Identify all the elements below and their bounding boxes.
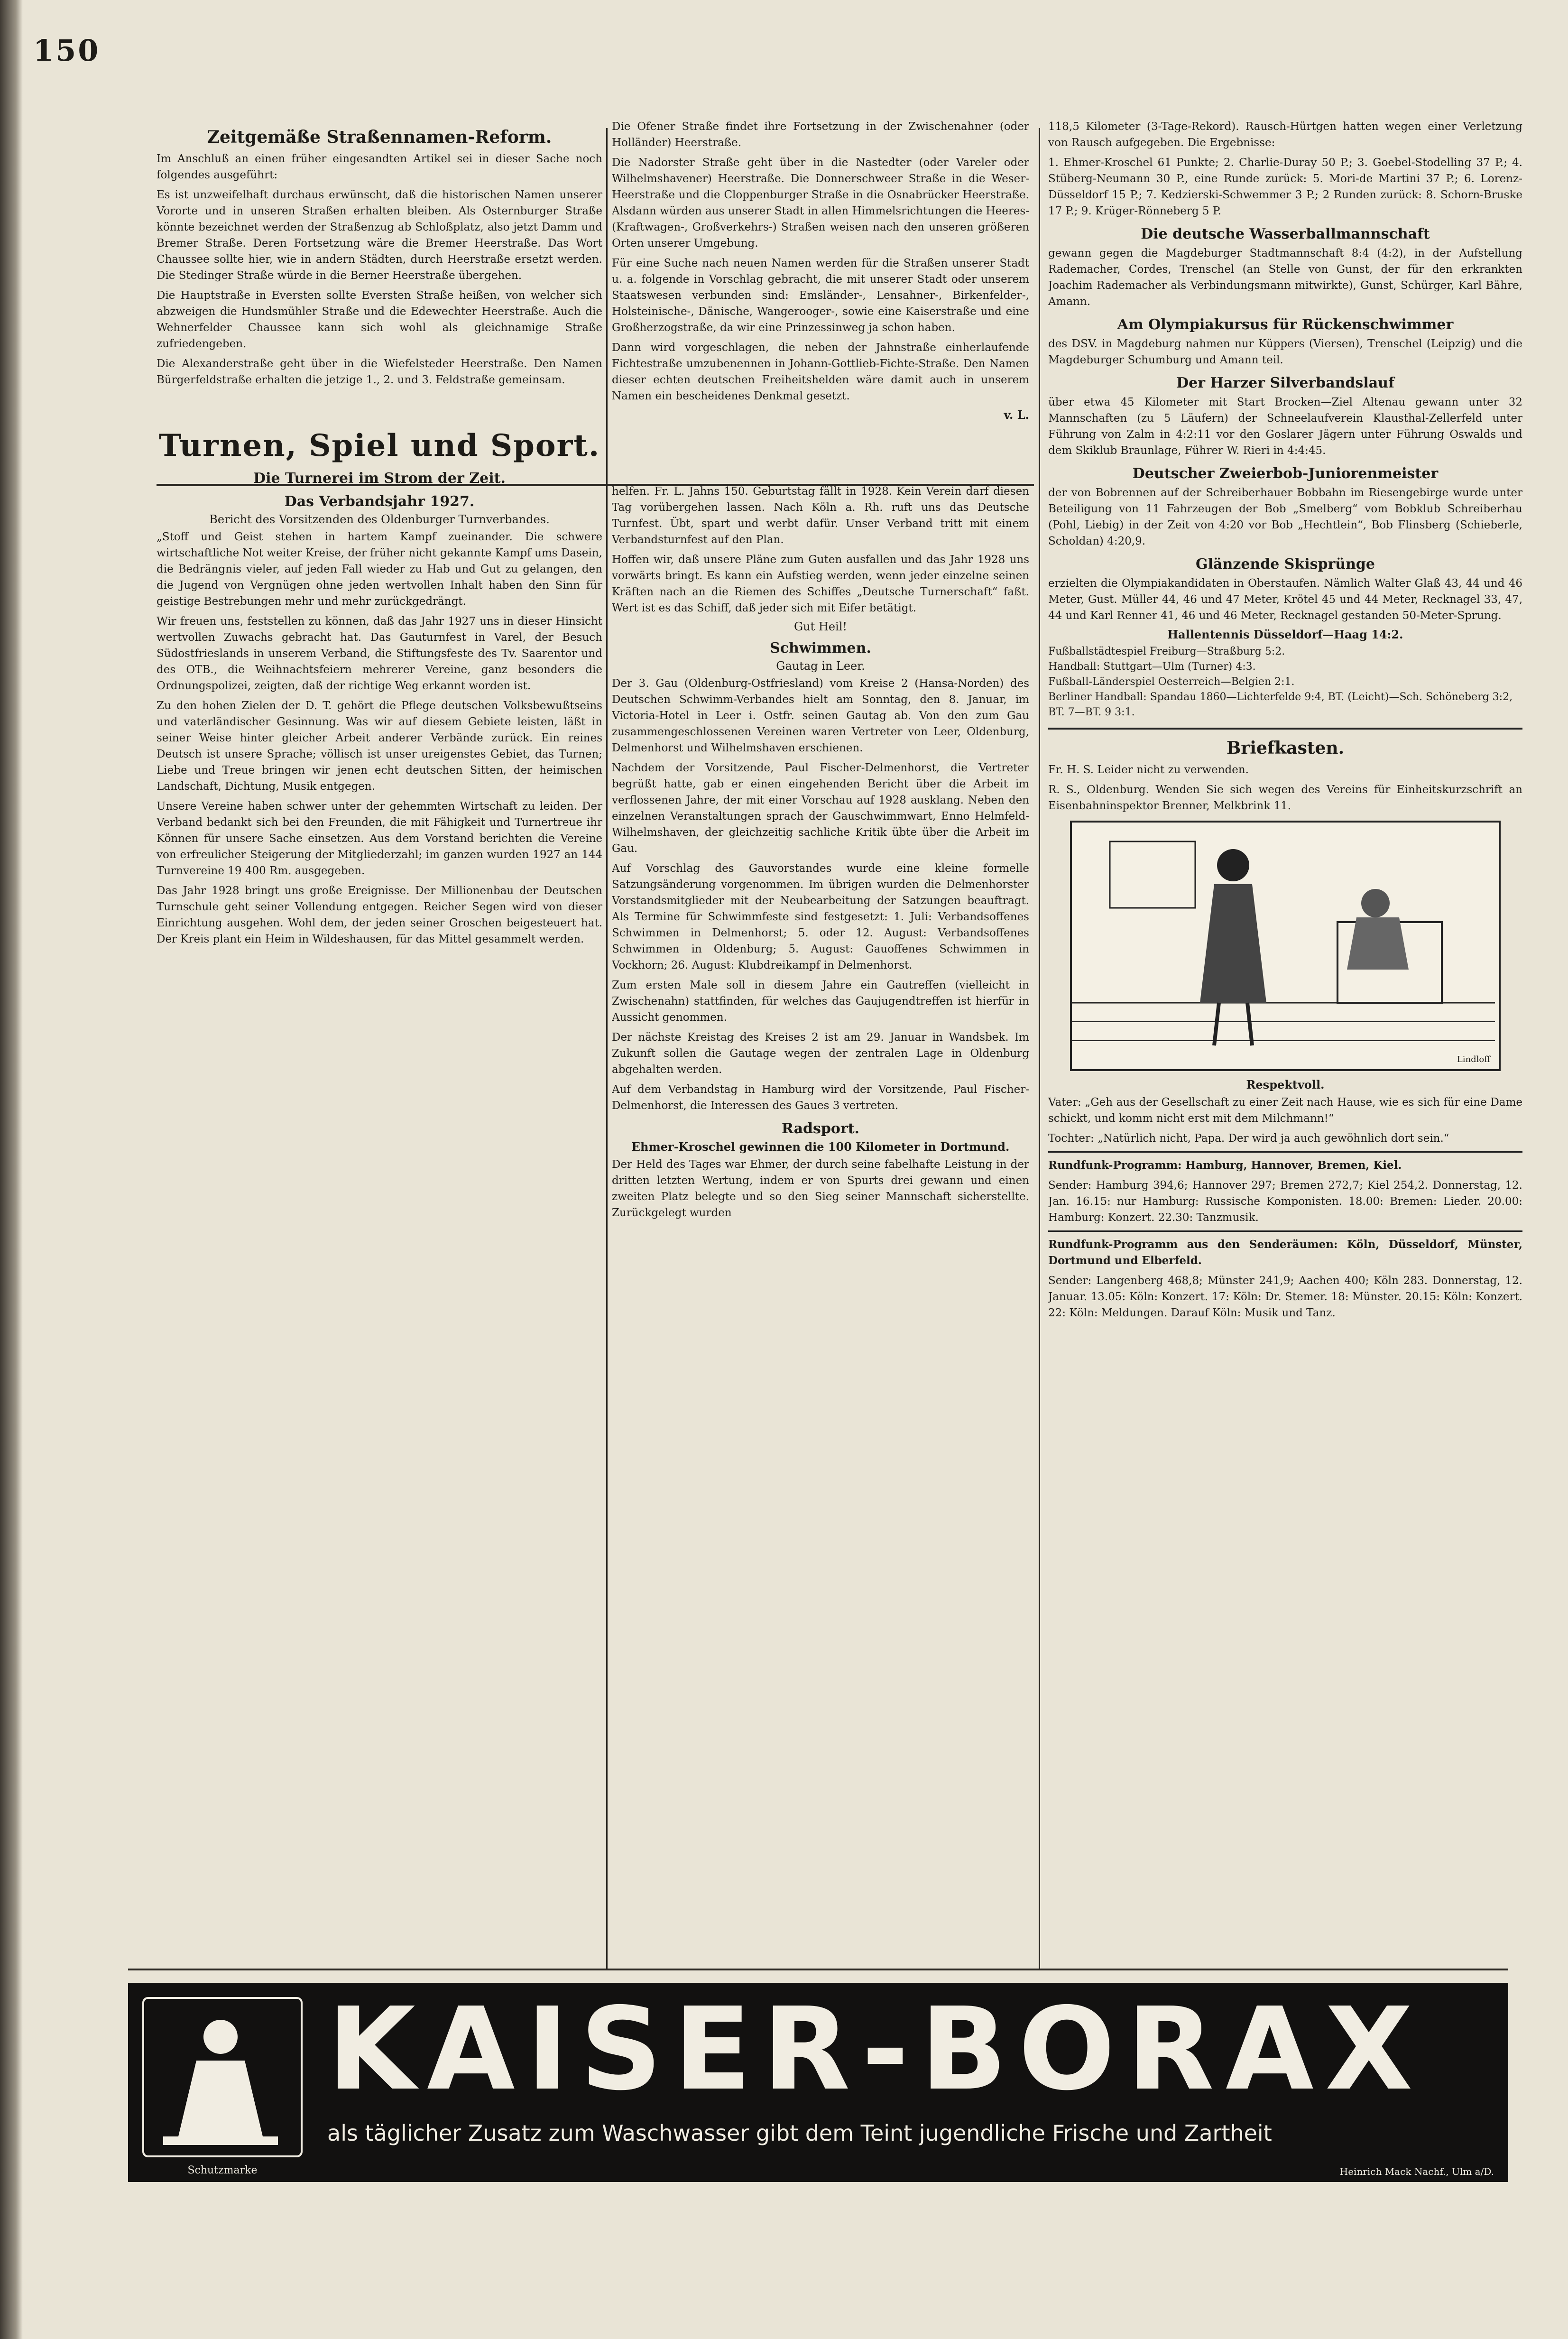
radio-program-1: Sender: Hamburg 394,6; Hannover 297; Bremen 272,7; Kiel 254,2. Donnerstag, 12. Jan. 16.15: nur Hamburg: Russische Komponisten. 18.00: Bremen: Lieder. 20.00: Hamburg: Konzert. 22.30: Tanzmusik. bbox=[1048, 1179, 1522, 1224]
rad-paragraph-1: Der Held des Tages war Ehmer, der durch seine fabelhafte Leistung in der dritten letzten Wertung, indem er von Spurts drei gewann und einen zweiten Platz belegte und so den Sieg seiner Mannschaft sicherstellte. Zurückgelegt wurden bbox=[612, 1158, 1029, 1219]
turn-paragraph-5: Das Jahr 1928 bringt uns große Ereignisse. Der Millionenbau der Deutschen Turnschule geht seiner Vollendung entgegen. Reicher Segen wird von dieser Einrichtung ausgehen. Wohl dem, der jeden seiner Groschen beigesteuert hat. Der Kreis plant ein Heim in Wildeshausen, für das Mittel gesammelt werden. bbox=[157, 885, 602, 945]
cartoon-caption-1: Vater: „Geh aus der Gesellschaft zu einer Zeit nach Hause, wie es sich für eine Dame schickt, und komm nicht erst mit dem Milchmann!“ bbox=[1048, 1096, 1522, 1125]
swim-subheading: Gautag in Leer. bbox=[776, 659, 865, 673]
result-laenderspiel: Fußball-Länderspiel Oesterreich—Belgien 2:1. bbox=[1048, 676, 1295, 688]
turn-paragraph-3: Zu den hohen Zielen der D. T. gehört die Pflege deutschen Volksbewußtseins und vaterländischer Gesinnung. Was wir auf diesem Gebiete leisten, läßt in seiner Weise hinter gleicher Arbeit anderer Verbände zurück. Ein reines Deutsch ist unsere Sprache; völlisch ist unser ureigenstes Gebiet, das Turnen; Liebe und Treue bringen wir jenen echt deutschen Sitten, der heimischen Landschaft, Dichtung, Musik entgegen. bbox=[157, 700, 602, 793]
turn-article-title: Die Turnerei im Strom der Zeit. bbox=[253, 470, 506, 487]
book-binding bbox=[0, 0, 23, 2339]
column-rule-right bbox=[1039, 128, 1040, 1969]
ad-imprint: Heinrich Mack Nachf., Ulm a/D. bbox=[1339, 2166, 1494, 2177]
swim-paragraph-3: Auf Vorschlag des Gauvorstandes wurde eine kleine formelle Satzungsänderung vorgenommen. Im übrigen wurden die Delmenhorster Vorstandsmitglieder mit der Neubearbeitung der Satzungen beauftragt. Als Termine für Schwimmfeste sind festgesetzt: 1. Juli: Verbandsoffenes Schwimmen in Delmenhorst; 5. oder 12. August: Verbandsoffenes Schwimmen in Oldenburg; 5. August: Gauoffenes Schwimmen in Vockhorn; 26. August: Klubdreikampf in Delmenhorst. bbox=[612, 862, 1029, 971]
briefkasten-title: Briefkasten. bbox=[1226, 738, 1345, 758]
street-paragraph-3: Die Hauptstraße in Eversten sollte Eversten Straße heißen, von welcher sich abzweigen die Hundsmühler Straße und die Edewechter Heerstraße. Auch die Wehnerfelder Chaussee kann sich wohl als gleichnamige Straße zufriedengeben. bbox=[157, 289, 602, 350]
ski-heading: Glänzende Skisprünge bbox=[1196, 556, 1375, 573]
ski-paragraph: erzielten die Olympiakandidaten in Oberstaufen. Nämlich Walter Glaß 43, 44 und 46 Meter, Gust. Müller 44, 46 und 47 Meter, Krötel 45 und 44 Meter, Recknagel 33, 47, 44 und Karl Renner 41, 46 und 46 Meter, Recknagel gestanden 50-Meter-Sprung. bbox=[1048, 577, 1522, 622]
street-signature: v. L. bbox=[1004, 408, 1029, 422]
trademark-label: Schutzmarke bbox=[187, 2164, 258, 2176]
swim-paragraph-5: Der nächste Kreistag des Kreises 2 ist am 29. Januar in Wandsbek. Im Zukunft sollen die Gautage wegen der zentralen Lage in Oldenburg abgehalten werden. bbox=[612, 1031, 1029, 1076]
street-paragraph-2: Es ist unzweifelhaft durchaus erwünscht, daß die historischen Namen unserer Vororte und in unseren Straßen erhalten bleiben. Als Osternburger Straße könnte bezeichnet werden der Straßenzug ab Schloßplatz, also jetzt Damm und Bremer Straße. Deren Fortsetzung wäre die Bremer Heerstraße. Das Wort Chaussee sollte hier, wie in andern Städten, durch Heerstraße ersetzt werden. Die Stedinger Straße würde in die Berner Heerstraße übergehen. bbox=[157, 189, 602, 282]
column-left bbox=[157, 119, 602, 1983]
wasserball-heading: Die deutsche Wasserballmannschaft bbox=[1141, 226, 1430, 242]
harz-heading: Der Harzer Silverbandslauf bbox=[1176, 375, 1394, 391]
rueck-heading: Am Olympiakursus für Rückenschwimmer bbox=[1117, 316, 1454, 333]
radio-program-1-title: Rundfunk-Programm: Hamburg, Hannover, Bremen, Kiel. bbox=[1048, 1159, 1402, 1172]
swim-heading: Schwimmen. bbox=[770, 640, 871, 656]
swim-paragraph-6: Auf dem Verbandstag in Hamburg wird der Vorsitzende, Paul Fischer-Delmenhorst, die Interessen des Gaues 3 vertreten. bbox=[612, 1083, 1029, 1112]
swim-paragraph-1: Der 3. Gau (Oldenburg-Ostfriesland) vom Kreise 2 (Hansa-Norden) des Deutschen Schwimm-Verbandes hielt am Sonntag, den 8. Januar, im Victoria-Hotel in Leer i. Ostfr. seinen Gautag ab. Von den zum Gau zusammengeschlossenen Vereinen waren Vertreter von Leer, Oldenburg, Delmenhorst und Wilhelmshaven erschienen. bbox=[612, 677, 1029, 754]
bob-heading: Deutscher Zweierbob-Juniorenmeister bbox=[1132, 465, 1439, 482]
column-right bbox=[1048, 119, 1522, 1983]
trademark-emblem bbox=[142, 1997, 303, 2176]
rad-heading: Radsport. bbox=[781, 1120, 860, 1137]
street-paragraph-4: Die Alexanderstraße geht über in die Wiefelsteder Heerstraße. Den Namen Bürgerfeldstraße erhalten die jetzige 1., 2. und 3. Feldstraße gemeinsam. bbox=[157, 358, 602, 386]
kaiser-borax-ad bbox=[128, 1983, 1508, 2182]
rad-results: 1. Ehmer-Kroschel 61 Punkte; 2. Charlie-Duray 50 P.; 3. Goebel-Stodelling 37 P.; 4. Stüberg-Neumann 30 P., eine Runde zurück: 5. Mori-de Martini 37 P.; 6. Lorenz-Düsseldorf 15 P.; 7. Kedzierski-Schwemmer 3 P.; 2 Runden zurück: 8. Schorn-Bruske 17 P.; 9. Krüger-Rönneberg 5 P. bbox=[1048, 157, 1522, 217]
street-article-title: Zeitgemäße Straßennamen-Reform. bbox=[207, 127, 552, 147]
column-middle bbox=[612, 119, 1029, 1983]
harz-paragraph: über etwa 45 Kilometer mit Start Brocken—Ziel Altenau gewann unter 32 Mannschaften (zu 5 Läufern) der Schneelaufverein Klausthal-Zellerfeld unter Führung von Zalm in 4:2:11 vor den Goslarer Jägern unter Führung Oswalds und dem Skiklub Braunlage, Führer W. Rieri in 4:4:45. bbox=[1048, 396, 1522, 457]
turn-continued-1: helfen. Fr. L. Jahns 150. Geburtstag fällt in 1928. Kein Verein darf diesen Tag vorübergehen lassen. Nach Köln a. Rh. ruft uns das Deutsche Turnfest. Übt, spart und werbt dafür. Unser Verband tritt mit einem Verbandsturnfest auf den Plan. bbox=[612, 485, 1029, 546]
turn-greeting: Gut Heil! bbox=[793, 620, 848, 633]
turn-paragraph-1: „Stoff und Geist stehen in hartem Kampf zueinander. Die schwere wirtschaftliche Not weiter Kreise, der früher nicht gekannte Kampf ums Dasein, die Bedrängnis vieler, auf jeden Fall wieder zu Hab und Gut zu gelangen, den die Jugend von Vergnügen ohne jeden wertvollen Inhalt haben den Sinn für geistige Bestrebungen mehr und mehr zurückgedrängt. bbox=[157, 531, 602, 608]
turn-paragraph-2: Wir freuen uns, feststellen zu können, daß das Jahr 1927 uns in dieser Hinsicht wertvollen Zuwachs gebracht hat. Das Gauturnfest in Varel, der Besuch Südostfrieslands in unserem Verband, die Stiftungsfeste des Tv. Saarentor und des OTB., die Weihnachtsfeiern mehrerer Vereine, ganz besonders die Ordnungspolizei, zeigten, daß der richtige Weg erkannt worden ist. bbox=[157, 615, 602, 692]
cartoon-illustration bbox=[1070, 821, 1501, 1071]
swim-paragraph-4: Zum ersten Male soll in diesem Jahre ein Gautreffen (vielleicht in Zwischenahn) stattfinden, für welches das Gaujugendtreffen ist hierfür in Aussicht genommen. bbox=[612, 979, 1029, 1024]
cartoon-caption-2: Tochter: „Natürlich nicht, Papa. Der wird ja auch gewöhnlich dort sein.“ bbox=[1048, 1132, 1449, 1145]
result-fussball: Fußballstädtespiel Freiburg—Straßburg 5:2. bbox=[1048, 646, 1285, 657]
bob-paragraph: der von Bobrennen auf der Schreiberhauer Bobbahn im Riesengebirge wurde unter Beteiligung von 11 Fahrzeugen der Bob „Smelberg“ vom Bobklub Schreiberhau (Pohl, Liebig) in der Zeit von 4:20 vor Bob „Hechtlein“, Bob Flinsberg (Schieberle, Scholdan) 4:20,9. bbox=[1048, 487, 1522, 547]
turn-continued-2: Hoffen wir, daß unsere Pläne zum Guten ausfallen und das Jahr 1928 uns vorwärts bringt. Es kann ein Aufstieg werden, wenn jeder einzelne seinen Kräften nach an die Riemen des Schiffes „Deutsche Turnerschaft“ faßt. Wert ist es das Schiff, daß jeder sich mit Eifer betätigt. bbox=[612, 554, 1029, 614]
result-handball: Handball: Stuttgart—Ulm (Turner) 4:3. bbox=[1048, 661, 1256, 673]
ad-tagline: als täglicher Zusatz zum Waschwasser gibt dem Teint jugendliche Frische und Zartheit bbox=[327, 2120, 1272, 2146]
briefkasten-item-1: Fr. H. S. Leider nicht zu verwenden. bbox=[1048, 764, 1249, 776]
briefkasten-item-2: R. S., Oldenburg. Wenden Sie sich wegen des Vereins für Einheitskurzschrift an Eisenbahninspektor Brenner, Melkbrink 11. bbox=[1048, 784, 1522, 812]
rueck-paragraph: des DSV. in Magdeburg nahmen nur Küppers (Viersen), Trenschel (Leipzig) und die Magdeburger Schumburg und Amann teil. bbox=[1048, 338, 1522, 366]
radio-program-2: Sender: Langenberg 468,8; Münster 241,9; Aachen 400; Köln 283. Donnerstag, 12. Januar. 13.05: Köln: Konzert. 17: Köln: Dr. Stemer. 18: Münster. 20.15: Köln: Konzert. 22: Köln: Meldungen. Darauf Köln: Musik und Tanz. bbox=[1048, 1275, 1522, 1319]
swim-paragraph-2: Nachdem der Vorsitzende, Paul Fischer-Delmenhorst, die Vertreter begrüßt hatte, gab er einen eingehenden Bericht über die Arbeit im verflossenen Jahre, der mit einer Vorschau auf 1928 ausklang. Neben den einzelnen Veranstaltungen sprach der Gauschwimmwart, Enno Helmfeld-Wilhelmshaven, der gleichzeitig sachliche Kritik übte über die Arbeit im Gau. bbox=[612, 762, 1029, 855]
cartoon-drawing bbox=[1072, 823, 1495, 1065]
page-number: 150 bbox=[33, 33, 101, 68]
ad-brand-name: KAISER-BORAX bbox=[327, 1983, 1424, 2116]
cartoon-title: Respektvoll. bbox=[1246, 1078, 1325, 1091]
cartoon-signature: Lindloff bbox=[1457, 1054, 1490, 1064]
rad-subheading: Ehmer-Kroschel gewinnen die 100 Kilometer in Dortmund. bbox=[631, 1140, 1010, 1154]
turn-paragraph-4: Unsere Vereine haben schwer unter der gehemmten Wirtschaft zu leiden. Der Verband bedankt sich bei den Freunden, die mit Fähigkeit und Turnertreue ihr Können für unsere Sache einsetzen. Aus dem Vorstand berichten die Vereine von erfreulicher Steigerung der Mitgliederzahl; im ganzen wurden 1927 an 144 Turnvereine 19 400 Rm. ausgegeben. bbox=[157, 800, 602, 877]
street-paragraph-1: Im Anschluß an einen früher eingesandten Artikel sei in dieser Sache noch folgendes ausgeführt: bbox=[157, 153, 602, 181]
radio-program-2-title: Rundfunk-Programm aus den Senderäumen: Köln, Düsseldorf, Münster, Dortmund und Elberfeld. bbox=[1048, 1238, 1522, 1267]
wasserball-paragraph: gewann gegen die Magdeburger Stadtmannschaft 8:4 (4:2), in der Aufstellung Rademacher, Cordes, Trenschel (an Stelle von Gunst, der für den erkrankten Joachim Rademacher als Verbindungsmann mitwirkte), Gunst, Schürger, Karl Bähre, Amann. bbox=[1048, 247, 1522, 308]
street-paragraph-8: Dann wird vorgeschlagen, die neben der Jahnstraße einherlaufende Fichtestraße umzubenennen in Johann-Gottlieb-Fichte-Straße. Den Namen dieser echten deutschen Freiheitshelden wäre damit auch in unserem Namen ein bescheidenes Denkmal gesetzt. bbox=[612, 342, 1029, 402]
street-paragraph-5: Die Ofener Straße findet ihre Fortsetzung in der Zwischenahner (oder Holländer) Heerstraße. bbox=[612, 120, 1029, 149]
rad-continued: 118,5 Kilometer (3-Tage-Rekord). Rausch-Hürtgen hatten wegen einer Verletzung von Rausch aufgegeben. Die Ergebnisse: bbox=[1048, 120, 1522, 149]
street-paragraph-6: Die Nadorster Straße geht über in die Nastedter (oder Vareler oder Wilhelmshavener) Heerstraße. Die Donnerschweer Straße in die Weser-Heerstraße und die Cloppenburger Straße in die Osnabrücker Heerstraße. Alsdann würden aus unserer Stadt in allen Himmelsrichtungen die Heeres-(Kraftwagen-, Großverkehrs-) Straßen weisen nach den unseren größeren Orten unserer Umgebung. bbox=[612, 157, 1029, 250]
column-rule-left bbox=[606, 128, 608, 1969]
turn-article-subtitle: Das Verbandsjahr 1927. bbox=[284, 493, 475, 510]
result-berlin: Berliner Handball: Spandau 1860—Lichterfelde 9:4, BT. (Leicht)—Sch. Schöneberg 3:2, BT. 7—BT. 9 3:1. bbox=[1048, 691, 1513, 718]
section-title: Turnen, Spiel und Sport. bbox=[158, 428, 600, 463]
result-hallentennis: Hallentennis Düsseldorf—Haag 14:2. bbox=[1167, 628, 1403, 641]
turn-byline: Bericht des Vorsitzenden des Oldenburger Turnverbandes. bbox=[209, 513, 550, 526]
goddess-emblem-icon bbox=[144, 1999, 297, 2152]
street-paragraph-7: Für eine Suche nach neuen Namen werden für die Straßen unserer Stadt u. a. folgende in Vorschlag gebracht, die mit unserer Stadt oder unserem Staatswesen verbunden sind: Emsländer-, Lensahner-, Birkenfelder-, Holsteinische-, Dänische, Wangerooger-, sowie eine Kaiserstraße und eine Großherzogstraße, da wir eine Prinzessinweg ja schon haben. bbox=[612, 257, 1029, 334]
